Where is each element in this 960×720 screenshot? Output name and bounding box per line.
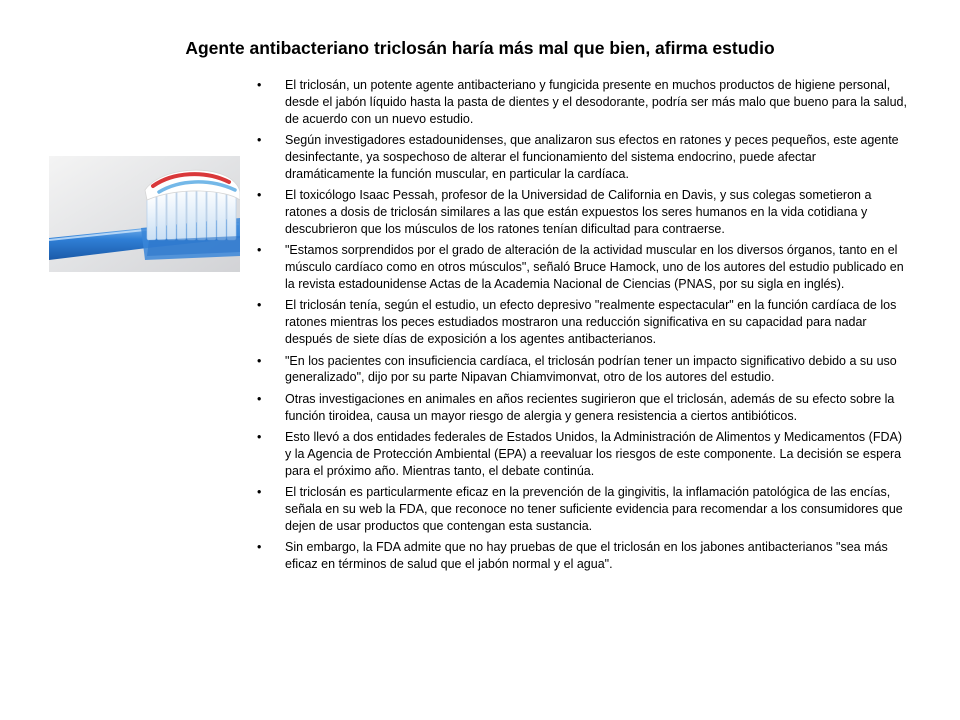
bullet-paragraph bbox=[248, 297, 908, 348]
bullet-dot-icon: • bbox=[257, 188, 262, 203]
bullet-paragraph bbox=[248, 484, 908, 535]
bullet-dot-icon: • bbox=[257, 391, 262, 406]
slide-title: Agente antibacteriano triclosán haría más mal que bien, afirma estudio bbox=[185, 38, 775, 58]
bullet-text: Esto llevó a dos entidades federales de Estados Unidos, la Administración de Alimentos y Medicamentos (FDA) y la Agencia de Protección Ambiental (EPA) a reevaluar los riesgos de este componente. La decisión se espera para el próximo año. Mientras tanto, el debate continúa. bbox=[285, 429, 902, 478]
bullet-text: "Estamos sorprendidos por el grado de alteración de la actividad muscular en los diversos órganos, tanto en el músculo cardíaco como en otros músculos", señaló Bruce Hamock, uno de los autores del estudio publicado en la revista estadounidense Actas de la Academia Nacional de Ciencias (PNAS, por su sigla en inglés). bbox=[285, 243, 904, 292]
bullet-paragraph bbox=[248, 391, 908, 425]
bullet-paragraph bbox=[248, 77, 908, 128]
bullet-text: Otras investigaciones en animales en años recientes sugirieron que el triclosán, además de su efecto sobre la función tiroidea, causa un mayor riesgo de alergia y genera resistencia a ciertos antibióticos. bbox=[285, 391, 895, 423]
toothbrush-photo bbox=[49, 156, 240, 272]
bullet-text: El triclosán tenía, según el estudio, un efecto depresivo "realmente espectacular" en la función cardíaca de los ratones mientras los peces estudiados mostraron una reducción significativa en su capacidad para nadar después de siete días de exposición a los agentes antibacterianos. bbox=[285, 298, 897, 347]
bullet-dot-icon: • bbox=[257, 243, 262, 258]
bullet-dot-icon: • bbox=[257, 133, 262, 148]
bullet-text: "En los pacientes con insuficiencia cardíaca, el triclosán podrían tener un impacto significativo debido a su uso generalizado", dijo por su parte Nipavan Chiamvimonvat, otro de los autores del estudio. bbox=[285, 353, 897, 385]
bullet-list bbox=[248, 77, 908, 577]
bullet-dot-icon: • bbox=[257, 298, 262, 313]
bullet-dot-icon: • bbox=[257, 485, 262, 500]
bullet-paragraph bbox=[248, 242, 908, 293]
bullet-text: El toxicólogo Isaac Pessah, profesor de la Universidad de California en Davis, y sus colegas sometieron a ratones a dosis de triclosán similares a las que están expuestos los seres humanos en la vida cotidiana y descubrieron que los músculos de los ratones tenían dificultad para contraerse. bbox=[285, 188, 872, 237]
bullet-dot-icon: • bbox=[257, 429, 262, 444]
bullet-text: Según investigadores estadounidenses, que analizaron sus efectos en ratones y peces pequeños, este agente desinfectante, ya sospechoso de alterar el funcionamiento del sistema endocrino, puede afectar dramáticamente la función muscular, en particular la cardíaca. bbox=[285, 133, 899, 181]
bullet-paragraph bbox=[248, 539, 908, 573]
bullet-dot-icon: • bbox=[257, 540, 262, 555]
bullet-paragraph bbox=[248, 429, 908, 480]
bullet-text: El triclosán, un potente agente antibacteriano y fungicida presente en muchos productos de higiene personal, desde el jabón líquido hasta la pasta de dientes y el desodorante, podría ser más malo que bueno para la salud, de acuerdo con un nuevo estudio. bbox=[285, 78, 907, 126]
bullet-paragraph bbox=[248, 132, 908, 183]
bullet-text: El triclosán es particularmente eficaz en la prevención de la gingivitis, la inflamación patológica de las encías, señala en su web la FDA, que reconoce no tener suficiente evidencia para recomendar a los consumidores que dejen de usar productos que contengan esta sustancia. bbox=[285, 485, 903, 533]
bullet-paragraph bbox=[248, 353, 908, 387]
bullet-text: Sin embargo, la FDA admite que no hay pruebas de que el triclosán en los jabones antibacterianos "sea más eficaz en términos de salud que el jabón normal y el agua". bbox=[285, 540, 888, 572]
bullet-dot-icon: • bbox=[257, 353, 262, 368]
bullet-dot-icon: • bbox=[257, 78, 262, 92]
bullet-paragraph bbox=[248, 187, 908, 238]
